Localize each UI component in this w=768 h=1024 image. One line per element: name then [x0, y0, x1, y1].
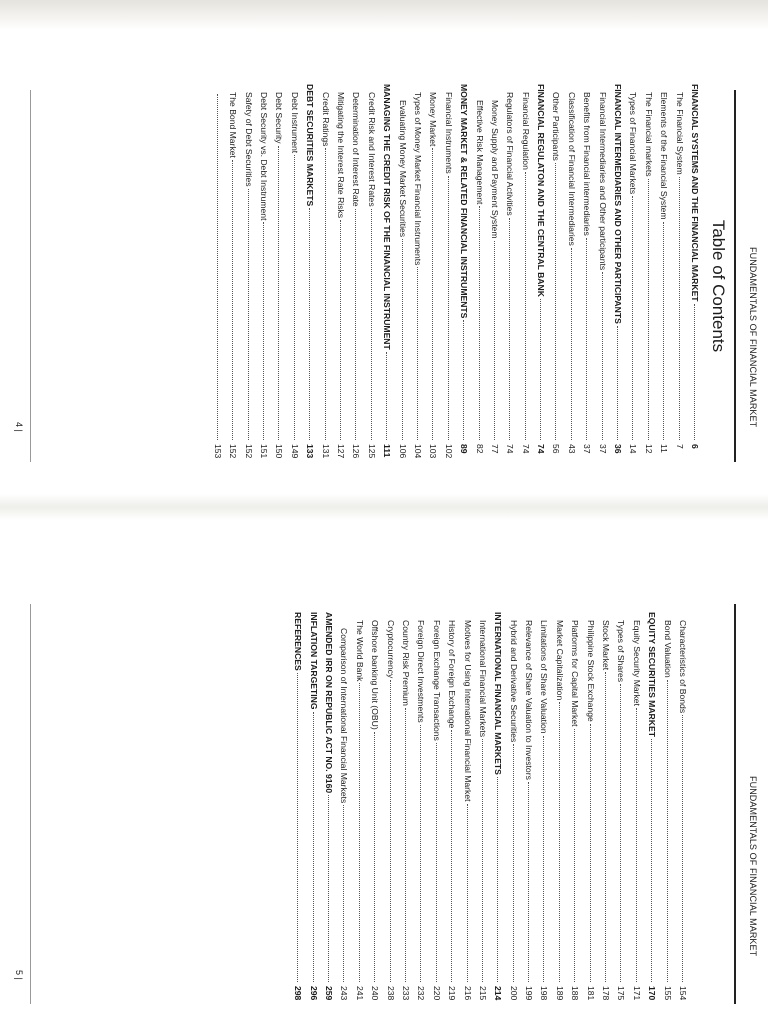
- toc-page-number: 102: [443, 444, 454, 459]
- toc-entry-label: Financial Instruments: [443, 92, 454, 174]
- dot-leader: [602, 272, 611, 440]
- toc-section-entry: [317, 84, 332, 464]
- dot-leader: [390, 680, 399, 982]
- toc-entry-label: History of Foreign Exchange: [447, 620, 458, 729]
- dot-leader: [355, 209, 364, 440]
- toc-page-number: 77: [489, 444, 500, 454]
- toc-section-entry: [487, 84, 502, 464]
- toc-page-number: 175: [616, 986, 627, 1001]
- dot-leader: [340, 220, 349, 440]
- toc-page-number: 12: [643, 444, 654, 454]
- toc-page-number: 149: [289, 444, 300, 459]
- toc-section-entry: [398, 612, 413, 1006]
- toc-section-entry: [613, 612, 628, 1006]
- toc-entry-label: Other Participants: [551, 92, 562, 161]
- dot-leader: [543, 736, 552, 982]
- dot-leader: [525, 172, 534, 440]
- dot-leader: [571, 248, 580, 440]
- toc-section-entry: [521, 612, 536, 1006]
- toc-entry-label: Debt Instrument: [289, 92, 300, 154]
- dot-leader: [309, 208, 318, 440]
- toc-section-entry: [271, 84, 286, 464]
- dot-leader: [448, 176, 457, 440]
- dot-leader: [313, 712, 322, 982]
- toc-page-number: 36: [613, 444, 624, 454]
- toc-chapter-entry: [687, 84, 702, 464]
- page-edge-shadow: [0, 0, 768, 30]
- toc-page-number: 14: [628, 444, 639, 454]
- dot-leader: [248, 189, 257, 440]
- toc-chapter-entry: [644, 612, 659, 1006]
- toc-page-number: 216: [462, 986, 473, 1001]
- toc-entry-label: Types of Money Market Financial Instruments: [412, 92, 423, 266]
- toc-page-number: 170: [647, 986, 658, 1001]
- dot-leader: [682, 715, 691, 982]
- dot-leader: [359, 683, 368, 982]
- toc-entry-label: FINANCIAL SYSTEMS AND THE FINANCIAL MARKET: [690, 84, 700, 302]
- toc-section-entry: [286, 84, 301, 464]
- toc-entry-label: Relevance of Share Valuation to Investors: [524, 620, 535, 780]
- toc-section-entry: [567, 612, 582, 1006]
- toc-section-entry: [333, 84, 348, 464]
- toc-entry-label: Mitigating the Interest Rate Risks: [336, 92, 347, 219]
- dot-leader: [555, 163, 564, 440]
- dot-leader: [217, 94, 226, 440]
- toc-entry-label: Effective Risk Management: [474, 100, 485, 205]
- toc-section-entry: [505, 612, 520, 1006]
- toc-entry-label: Money Market: [428, 92, 439, 147]
- toc-section-entry: [625, 84, 640, 464]
- toc-entry-label: Safety of Debt Securities: [243, 92, 254, 187]
- dot-leader: [402, 239, 411, 440]
- dot-leader: [497, 777, 506, 982]
- toc-page-number: 82: [474, 444, 485, 454]
- dot-leader: [436, 743, 445, 982]
- toc-page-number: 152: [243, 444, 254, 459]
- dot-leader: [663, 222, 672, 440]
- toc-entry-label: Bond Valuation: [662, 620, 673, 678]
- dot-leader: [232, 160, 241, 440]
- toc-page-number: 155: [662, 986, 673, 1001]
- toc-page-number: 219: [447, 986, 458, 1001]
- dot-leader: [297, 673, 306, 982]
- toc-entry-label: Classification of Financial Intermediaries: [566, 92, 577, 246]
- dot-leader: [648, 179, 657, 440]
- toc-entry-label: Determination of Interest Rate: [351, 92, 362, 207]
- toc-page-number: 37: [597, 444, 608, 454]
- toc-section-entry: [582, 612, 597, 1006]
- dot-leader: [540, 299, 549, 440]
- toc-section-entry: [225, 84, 240, 464]
- dot-leader: [420, 725, 429, 982]
- toc-entry-label: Hybrid and Derivative Securities: [508, 620, 519, 743]
- toc-list: [210, 84, 703, 464]
- toc-page-number: 189: [554, 986, 565, 1001]
- toc-section-entry: [413, 612, 428, 1006]
- running-head: FUNDAMENTALS OF FINANCIAL MARKET: [748, 776, 758, 957]
- toc-page-number: 89: [459, 444, 470, 454]
- dot-leader: [632, 196, 641, 440]
- toc-section-entry: [579, 84, 594, 464]
- toc-section-entry: [382, 612, 397, 1006]
- toc-section-entry: [367, 612, 382, 1006]
- toc-section-entry: [444, 612, 459, 1006]
- toc-section-entry: [363, 84, 378, 464]
- dot-leader: [451, 730, 460, 982]
- page-number: 4 |: [14, 422, 24, 432]
- dot-leader: [679, 177, 688, 440]
- dot-leader: [559, 702, 568, 982]
- toc-page-number: 240: [370, 986, 381, 1001]
- toc-page-number: 198: [539, 986, 550, 1001]
- toc-section-entry: [671, 84, 686, 464]
- dot-leader: [325, 148, 334, 440]
- toc-section-entry: [656, 84, 671, 464]
- toc-entry-label: INFLATION TARGETING: [308, 612, 319, 710]
- toc-page-number: 6: [690, 444, 700, 449]
- toc-page-number: 199: [524, 986, 535, 1001]
- toc-page-number: 298: [293, 986, 304, 1001]
- dot-leader: [590, 724, 599, 982]
- toc-entry-label: Philippine Stock Exchange: [585, 620, 596, 722]
- dot-leader: [605, 672, 614, 982]
- toc-entry-label: Types of Financial Markets: [628, 92, 639, 195]
- toc-page-number: 296: [308, 986, 319, 1001]
- toc-section-entry: [471, 84, 486, 464]
- toc-entry-label: Credit Ratings: [320, 92, 331, 147]
- dot-leader: [636, 708, 645, 982]
- toc-chapter-entry: [610, 84, 625, 464]
- toc-entry-label: Characteristics of Bonds: [678, 620, 688, 714]
- toc-page-number: 220: [431, 986, 442, 1001]
- toc-section-entry: [628, 612, 643, 1006]
- toc-entry-label: Benefits from Financial intermediaries: [582, 92, 593, 236]
- toc-page-number: 104: [412, 444, 423, 459]
- toc-entry-label: FINANCIAL INTERMEDIARIES AND OTHER PARTICIPANTS: [613, 84, 624, 324]
- toc-entry-label: Financial Intermediaries and Other participants: [597, 92, 608, 271]
- toc-section-entry: [536, 612, 551, 1006]
- footer-rule: [30, 604, 31, 1004]
- dot-leader: [651, 739, 660, 982]
- toc-chapter-entry: [305, 612, 320, 1006]
- toc-section-entry: [425, 84, 440, 464]
- toc-entry-label: Offshore banking Unit (OBU): [370, 620, 381, 730]
- dot-leader: [278, 146, 287, 440]
- toc-section-entry: [336, 612, 351, 1006]
- toc-page-number: 214: [493, 986, 504, 1001]
- dot-leader: [417, 267, 426, 440]
- toc-page-number: 232: [416, 986, 427, 1001]
- toc-page-number: 178: [601, 986, 612, 1001]
- dot-leader: [405, 708, 414, 982]
- toc-entry-label: Foreign Direct Investments: [416, 620, 427, 723]
- toc-page-number: 154: [678, 986, 688, 1001]
- toc-page-number: 152: [228, 444, 239, 459]
- toc-entry-label: MANAGING THE CREDIT RISK OF THE FINANCIAL INSTRUMENT: [382, 84, 393, 350]
- dot-leader: [509, 218, 518, 440]
- toc-entry-label: Debt Security: [274, 92, 285, 144]
- toc-page-number: 241: [354, 986, 365, 1001]
- dot-leader: [467, 804, 476, 982]
- toc-entry-label: Regulators of Financial Activities: [505, 92, 516, 216]
- toc-entry-label: Evaluating Money Market Securities: [397, 100, 408, 238]
- dot-leader: [513, 744, 522, 982]
- toc-list: [290, 612, 690, 1006]
- toc-section-entry: [428, 612, 443, 1006]
- toc-entry-label: International Financial Markets: [477, 620, 488, 738]
- toc-entry-label: Comparison of International Financial Markets: [339, 628, 350, 804]
- toc-entry-label: Stock Market: [601, 620, 612, 671]
- toc-section-entry: [548, 84, 563, 464]
- toc-chapter-entry: [321, 612, 336, 1006]
- toc-page-number: 181: [585, 986, 596, 1001]
- dot-leader: [667, 680, 676, 982]
- toc-entry-label: Platforms for Capital Market: [570, 620, 581, 727]
- toc-section-entry: [659, 612, 674, 1006]
- toc-page-number: 37: [582, 444, 593, 454]
- toc-entry-label: Country Risk Premium: [400, 620, 411, 706]
- toc-page-number: 188: [570, 986, 581, 1001]
- toc-section-entry: [348, 84, 363, 464]
- toc-chapter-entry: [379, 84, 394, 464]
- toc-entry-label: REFERENCES: [293, 612, 304, 671]
- toc-page-number: 106: [397, 444, 408, 459]
- toc-entry-label: MONEY MARKET & RELATED FINANCIAL INSTRUMENTS: [459, 84, 470, 319]
- toc-section-entry: [502, 84, 517, 464]
- dot-leader: [617, 326, 626, 440]
- toc-entry-label: Types of Shares: [616, 620, 627, 683]
- toc-section-entry: [563, 84, 578, 464]
- toc-page-number: 74: [536, 444, 547, 454]
- dot-leader: [343, 805, 352, 982]
- running-head: FUNDAMENTALS OF FINANCIAL MARKET: [748, 247, 758, 428]
- toc-entry-label: The World Bank: [354, 620, 365, 682]
- toc-entry-label: Foreign Exchange Transactions: [431, 620, 442, 741]
- toc-entry-label: AMENDED IRR ON REPUBLIC ACT NO. 9160: [324, 612, 335, 794]
- toc-entry-label: The Financial markets: [643, 92, 654, 177]
- dot-leader: [463, 320, 472, 440]
- toc-entry-label: Credit Risk and Interest Rates: [366, 92, 377, 207]
- toc-page-number: 125: [366, 444, 377, 459]
- toc-page-number: 171: [631, 986, 642, 1001]
- toc-section-entry: [440, 84, 455, 464]
- dot-leader: [263, 222, 272, 440]
- toc-page-number: 243: [339, 986, 350, 1001]
- toc-entry-label: Equity Security Market: [631, 620, 642, 706]
- toc-section-entry: [459, 612, 474, 1006]
- toc-page-number: 127: [336, 444, 347, 459]
- toc-page-number: 215: [477, 986, 488, 1001]
- dot-leader: [386, 352, 395, 440]
- toc-chapter-entry: [290, 612, 305, 1006]
- dot-leader: [479, 206, 488, 440]
- toc-section-entry: [475, 612, 490, 1006]
- toc-entry-label: EQUITY SECURITIES MARKET: [647, 612, 658, 737]
- toc-page-number: 74: [505, 444, 516, 454]
- toc-page-number: 11: [659, 444, 670, 453]
- toc-entry-label: Market Capitalization: [554, 620, 565, 701]
- toc-page-number: 74: [520, 444, 531, 454]
- toc-entry-label: The Bond Market: [228, 92, 239, 158]
- toc-entry-label: Debt Security vs. Debt Instrument: [259, 92, 270, 221]
- left-page: [0, 0, 768, 500]
- toc-section-entry: [394, 84, 409, 464]
- toc-page-number: 233: [400, 986, 411, 1001]
- toc-page-number: 151: [259, 444, 270, 459]
- toc-entry-label: Elements of the Financial System: [659, 92, 670, 220]
- header-rule: [734, 90, 736, 462]
- page-number: 5 |: [14, 970, 24, 980]
- toc-section-entry: [598, 612, 613, 1006]
- toc-section-entry: [240, 84, 255, 464]
- dot-leader: [432, 148, 441, 440]
- dot-leader: [574, 729, 583, 983]
- dot-leader: [494, 241, 503, 440]
- dot-leader: [294, 155, 303, 440]
- toc-page-number: 103: [428, 444, 439, 459]
- dot-leader: [528, 782, 537, 982]
- dot-leader: [328, 795, 337, 982]
- dot-leader: [371, 209, 380, 440]
- toc-page-number: 7: [674, 444, 685, 449]
- toc-chapter-entry: [490, 612, 505, 1006]
- toc-page-number: 259: [324, 986, 335, 1001]
- dot-leader: [694, 304, 703, 440]
- toc-section-entry: [517, 84, 532, 464]
- toc-entry-label: Limitations of Share Valuation: [539, 620, 550, 734]
- toc-entry-label: INTERNATIONAL FINANCIAL MARKETS: [493, 612, 504, 775]
- dot-leader: [374, 732, 383, 982]
- toc-section-entry: [640, 84, 655, 464]
- right-page: [0, 512, 768, 1024]
- footer-rule: [30, 90, 31, 462]
- toc-page-number: 133: [305, 444, 316, 459]
- page-title: Table of Contents: [709, 219, 728, 353]
- toc-entry-label: Money Supply and Payment System: [489, 100, 500, 239]
- dot-leader: [482, 739, 491, 982]
- toc-page-number: 200: [508, 986, 519, 1001]
- toc-page-number: 131: [320, 444, 331, 459]
- toc-entry-label: Financial Regulation: [520, 92, 531, 170]
- dot-leader: [620, 684, 629, 982]
- toc-section-entry: [210, 84, 225, 464]
- toc-page-number: 111: [382, 444, 393, 458]
- toc-entry-label: FINANCIAL REGULATON AND THE CENTRAL BANK: [536, 84, 547, 297]
- header-rule: [734, 604, 736, 1004]
- toc-page-number: 150: [274, 444, 285, 459]
- toc-page-number: 56: [551, 444, 562, 454]
- toc-page-number: 126: [351, 444, 362, 459]
- toc-entry-label: The Financial System: [674, 92, 685, 175]
- toc-entry-label: Cryptocurrency: [385, 620, 396, 679]
- toc-chapter-entry: [302, 84, 317, 464]
- toc-page-number: 153: [212, 444, 223, 459]
- toc-page-number: 238: [385, 986, 396, 1001]
- toc-section-entry: [351, 612, 366, 1006]
- toc-page-number: 43: [566, 444, 577, 454]
- toc-section-entry: [256, 84, 271, 464]
- toc-section-entry: [675, 612, 690, 1006]
- toc-section-entry: [551, 612, 566, 1006]
- toc-section-entry: [594, 84, 609, 464]
- toc-entry-label: DEBT SECURITIES MARKETS: [305, 84, 316, 207]
- dot-leader: [586, 238, 595, 440]
- toc-entry-label: Motives for Using International Financial Market: [462, 620, 473, 802]
- toc-chapter-entry: [533, 84, 548, 464]
- toc-section-entry: [410, 84, 425, 464]
- toc-chapter-entry: [456, 84, 471, 464]
